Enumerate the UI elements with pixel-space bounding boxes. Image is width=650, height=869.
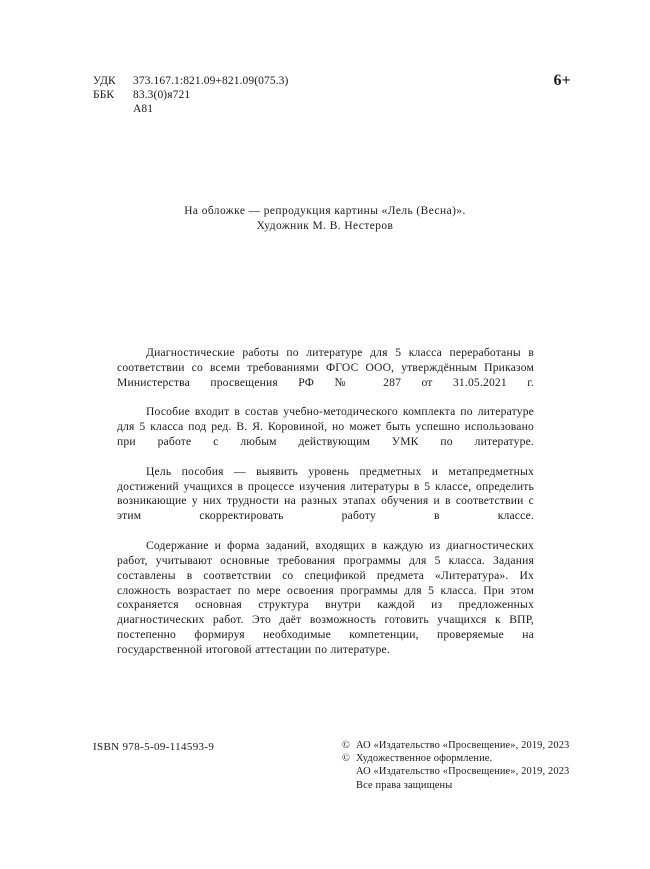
annotation-paragraph: Диагностические работы по литературе для 5 класса переработаны в соответствии со всеми требованиями ФГОС ООО, утверждённым Приказом Министерства просвещения РФ № 287 от 31.05.2021 г. xyxy=(117,346,534,389)
copyright-line xyxy=(342,739,569,752)
copyright-line xyxy=(342,752,569,765)
bbk-value: 83.3(0)я721 xyxy=(133,89,191,102)
author-code-value: А81 xyxy=(133,103,154,116)
cover-credit-line-1: На обложке — репродукция картины «Лель (Весна)». xyxy=(184,205,466,217)
copyright-line-text: Художественное оформление. xyxy=(356,753,493,765)
copyright-icon: © xyxy=(342,753,351,765)
copyright-line-text: АО «Издательство «Просвещение», 2019, 2023 xyxy=(356,740,570,751)
isbn-text: ISBN 978-5-09-114593-9 xyxy=(93,741,215,753)
classification-block xyxy=(93,74,288,117)
annotation-paragraph: Цель пособия — выявить уровень предметных и метапредметных достижений учащихся в процессе изучения литературы в 5 классе, определить возникающие у них трудности на разных этапах обучения и в соответствии с этим скорректировать работу в классе. xyxy=(117,464,534,523)
bbk-label: ББК xyxy=(93,89,115,102)
author-code-row xyxy=(93,102,288,116)
copyright-line xyxy=(342,765,569,778)
udk-row xyxy=(93,74,288,88)
cover-credit-line-2: Художник М. В. Нестеров xyxy=(256,219,394,232)
copyright-block xyxy=(342,739,569,792)
copyright-line-text: АО «Издательство «Просвещение», 2019, 2023 xyxy=(356,766,570,778)
age-rating-badge: 6+ xyxy=(553,72,571,89)
udk-label: УДК xyxy=(93,75,116,87)
annotation-paragraph: Пособие входит в состав учебно-методического комплекта по литературе для 5 класса под ред. В. Я. Коровиной, но может быть успешно использовано при работе с любым действующим УМК по литературе. xyxy=(117,405,534,449)
copyright-line xyxy=(342,779,569,792)
copyright-icon: © xyxy=(342,740,351,751)
udk-value: 373.167.1:821.09+821.09(075.3) xyxy=(133,75,289,87)
bbk-row xyxy=(93,88,288,102)
annotation-body xyxy=(117,346,534,658)
author-code-spacer xyxy=(93,102,133,116)
annotation-paragraph: Содержание и форма заданий, входящих в каждую из диагностических работ, учитывают основные требования программы для 5 класса. Задания составлены в соответствии со спецификой предмета «Литература». Их сложность возрастает по мере освоения программы для 5 класса. При этом сохраняется основная структура внутри каждой из предложенных диагностических работ. Это даёт возможность готовить учащихся к ВПР, постепенно формируя необходимые компетенции, проверяемые на государственной итоговой аттестации по литературе. xyxy=(117,538,534,656)
cover-credit-block xyxy=(0,204,650,233)
rights-reserved-text: Все права защищены xyxy=(356,779,453,791)
